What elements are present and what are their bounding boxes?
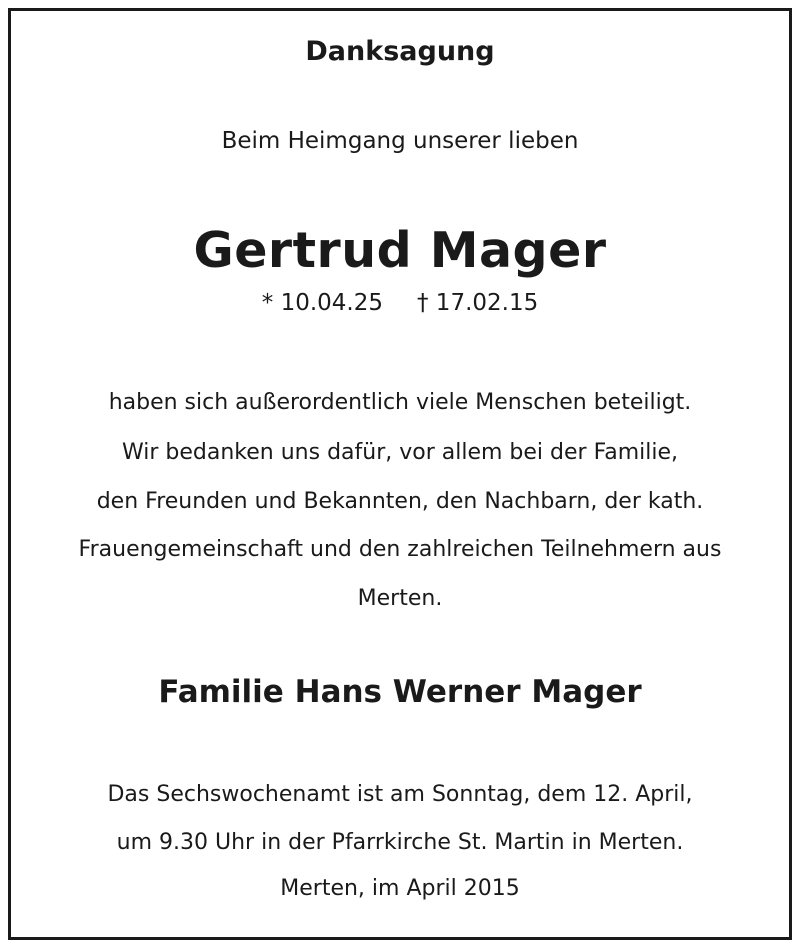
- thanks-line: haben sich außerordentlich viele Menschen beteiligt.: [108, 390, 692, 415]
- service-line: um 9.30 Uhr in der Pfarrkirche St. Martin in Merten.: [116, 830, 684, 855]
- intro-text: Beim Heimgang unserer lieben: [221, 128, 579, 154]
- thanks-line: Wir bedanken uns dafür, vor allem bei der Familie,: [122, 440, 678, 465]
- notice-heading: Danksagung: [305, 36, 495, 67]
- family-signature: Familie Hans Werner Mager: [158, 674, 642, 710]
- thanks-line: den Freunden und Bekannten, den Nachbarn, der kath.: [96, 489, 704, 514]
- place-date-line: Merten, im April 2015: [280, 876, 520, 901]
- deceased-name: Gertrud Mager: [193, 222, 607, 279]
- thanks-line: Frauengemeinschaft und den zahlreichen Teilnehmern aus: [78, 537, 722, 562]
- service-line: Das Sechswochenamt ist am Sonntag, dem 12. April,: [107, 782, 693, 807]
- life-dates: [0, 290, 800, 316]
- thanks-line: Merten.: [357, 586, 443, 611]
- birth-date: * 10.04.25: [261, 290, 383, 316]
- death-date: † 17.02.15: [417, 290, 539, 316]
